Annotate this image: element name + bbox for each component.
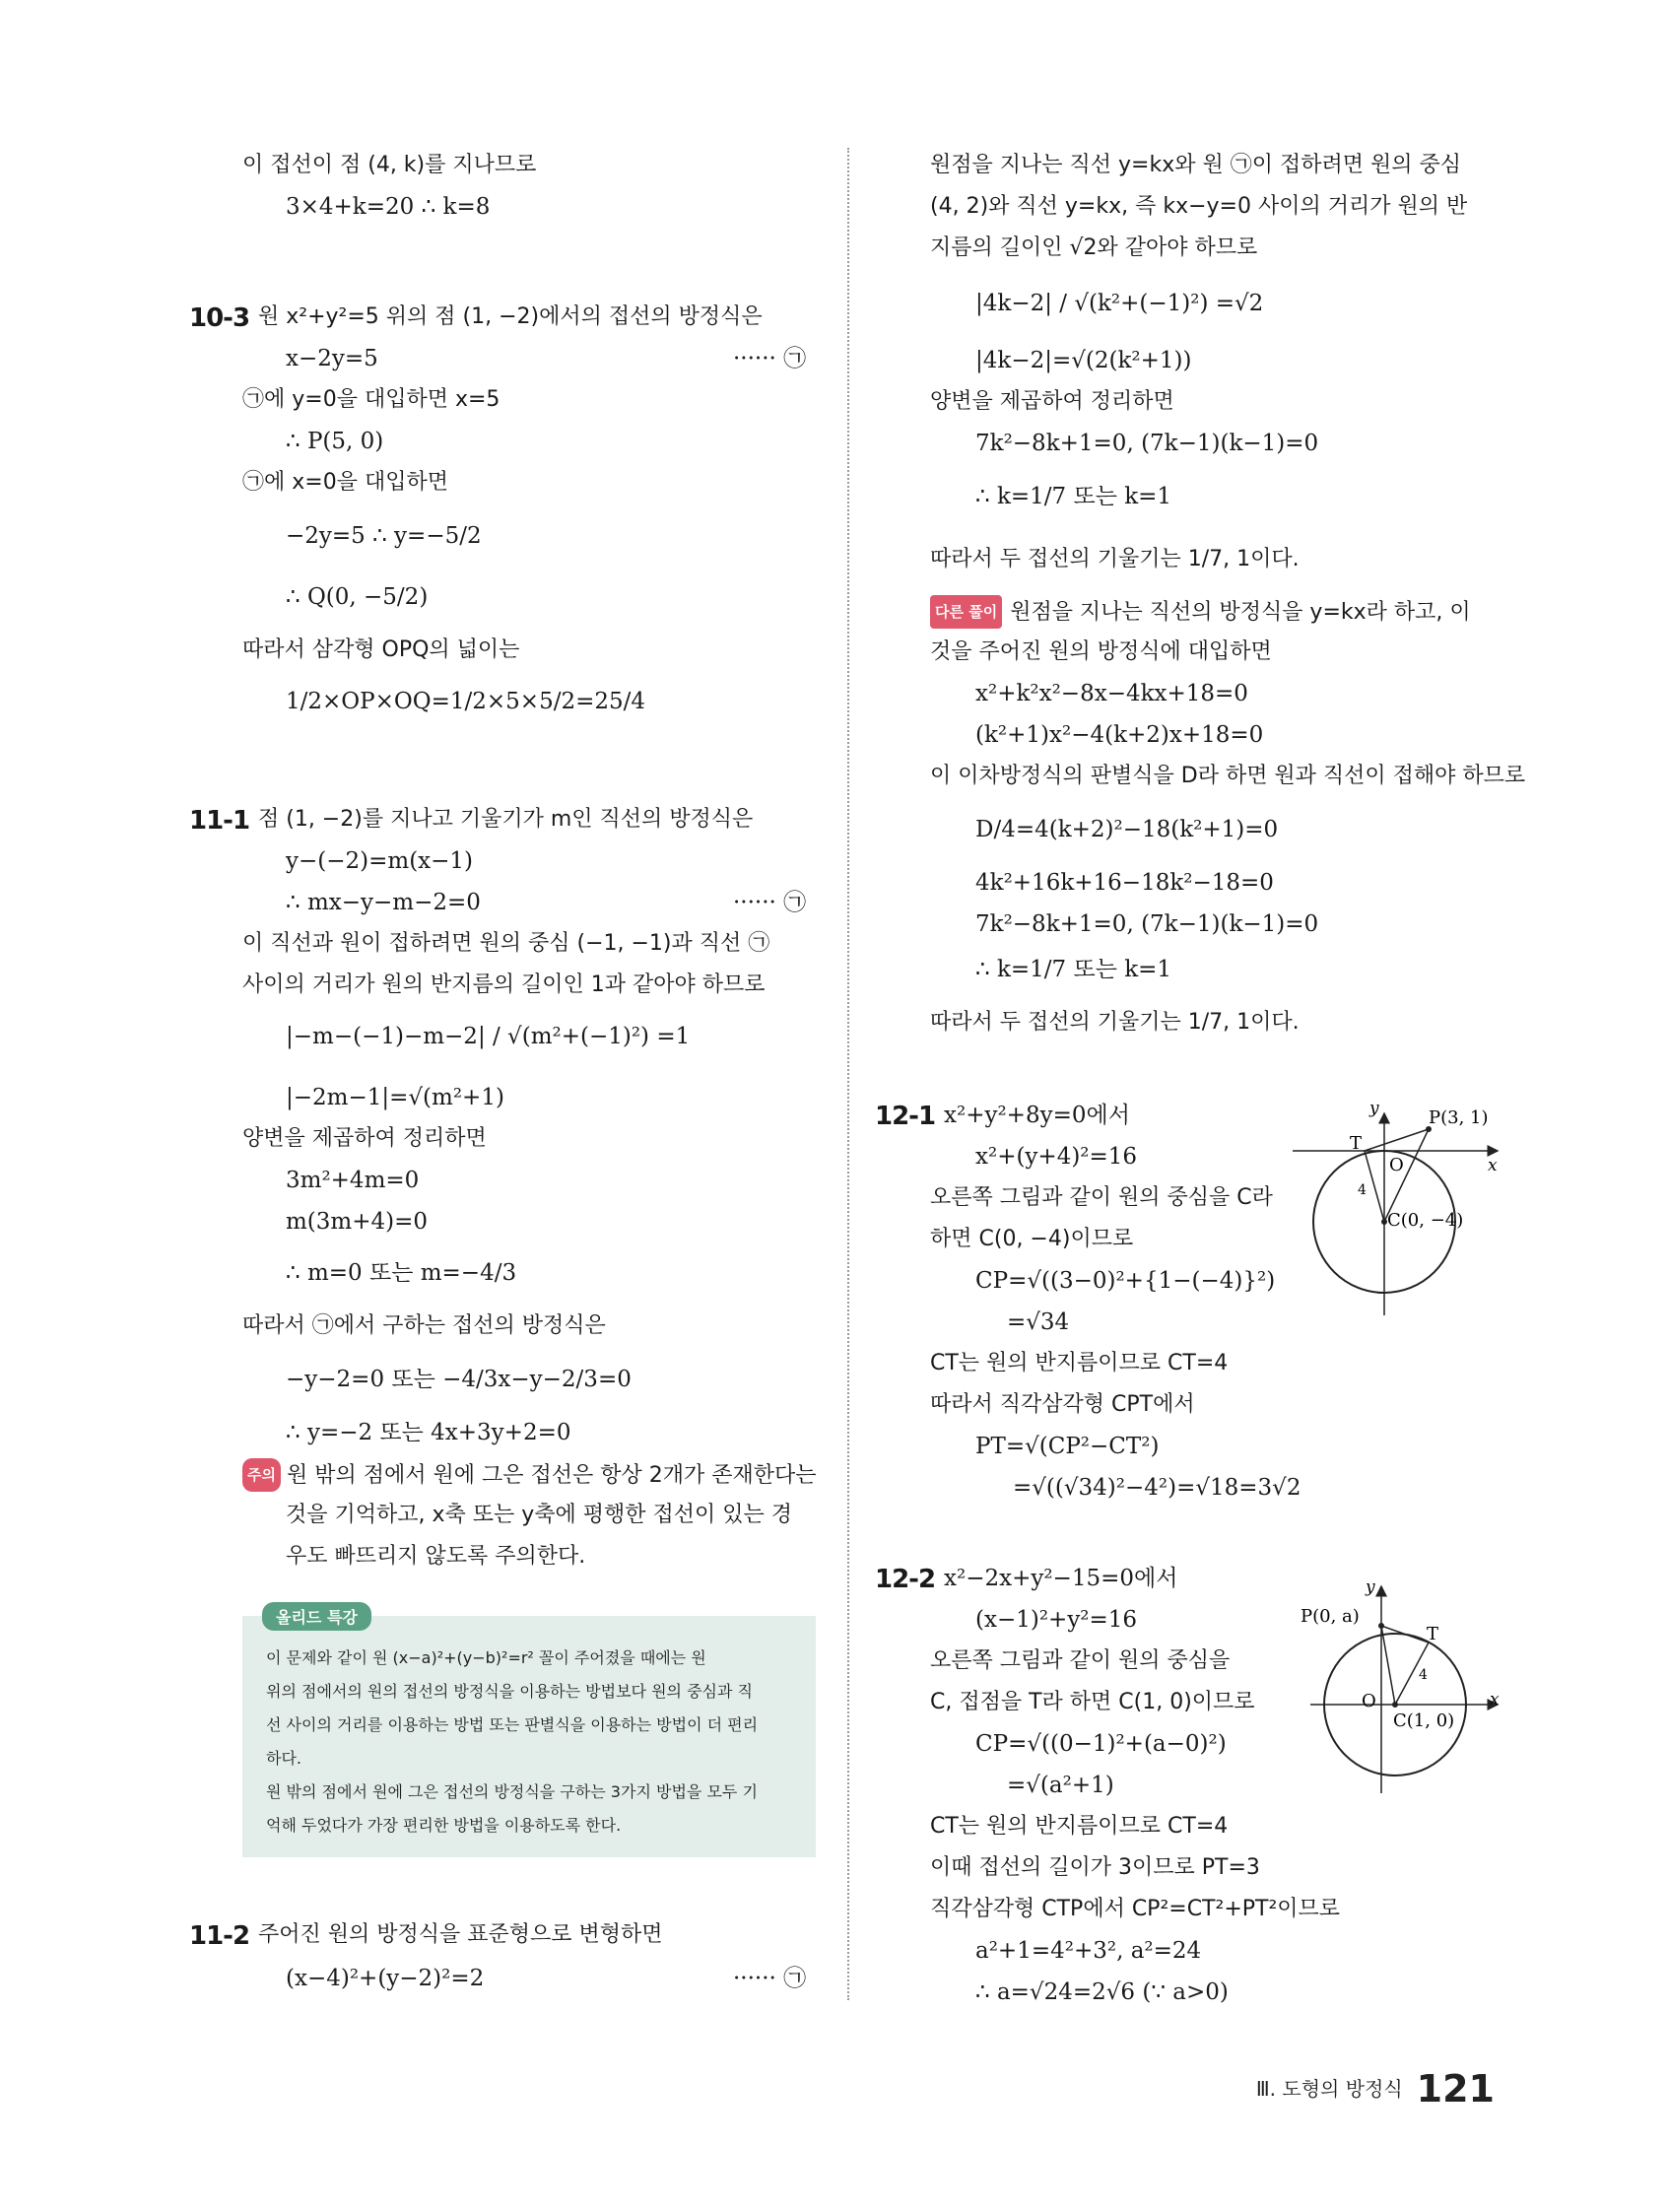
equation: −y−2=0 또는 −4/3x−y−2/3=0 — [286, 1367, 632, 1392]
page-footer — [1256, 2067, 1495, 2111]
tip-line: 선 사이의 거리를 이용하는 방법 또는 판별식을 이용하는 방법이 더 편리 — [266, 1715, 759, 1734]
text-line: 양변을 제곱하여 정리하면 — [930, 389, 1174, 414]
point-p-label: P(3, 1) — [1429, 1107, 1489, 1128]
figure-12-1 — [1281, 1094, 1507, 1330]
x-label: x — [1490, 1690, 1500, 1709]
point-p — [1378, 1623, 1384, 1629]
equation: 1/2×OP×OQ=1/2×5×5/2=25/4 — [286, 689, 646, 714]
section-title: Ⅲ. 도형의 방정식 — [1255, 2077, 1403, 2101]
equation: (x−1)²+y²=16 — [975, 1607, 1138, 1633]
equation-mark: ······ ㉠ — [733, 890, 807, 915]
text-line: 주어진 원의 방정식을 표준형으로 변형하면 — [258, 1922, 663, 1947]
equation: =√(a²+1) — [1007, 1773, 1114, 1798]
problem-number: 12-1 — [875, 1102, 936, 1131]
equation: 3m²+4m=0 — [286, 1168, 420, 1193]
text-line: 이 이차방정식의 판별식을 D라 하면 원과 직선이 접해야 하므로 — [930, 764, 1526, 788]
text-line: ㉠에 y=0을 대입하면 x=5 — [242, 387, 500, 412]
equation: 7k²−8k+1=0, (7k−1)(k−1)=0 — [975, 431, 1319, 456]
text-line: 따라서 두 접선의 기울기는 1/7, 1이다. — [930, 1010, 1300, 1035]
page-number: 121 — [1416, 2067, 1495, 2111]
x-label: x — [1488, 1156, 1498, 1175]
text-line: 이 접선이 점 (4, k)를 지나므로 — [242, 153, 537, 177]
text-line: 하면 C(0, −4)이므로 — [930, 1227, 1134, 1251]
problem-number: 12-2 — [875, 1565, 936, 1594]
text-line: 원점을 지나는 직선 y=kx와 원 ㉠이 접하려면 원의 중심 — [930, 153, 1461, 177]
equation: PT=√(CP²−CT²) — [975, 1434, 1160, 1459]
text-line: 우도 빠뜨리지 않도록 주의한다. — [286, 1544, 586, 1569]
caution-note — [242, 1458, 816, 1492]
equation: x²+y²+8y=0에서 — [944, 1103, 1130, 1128]
equation-mark: ······ ㉠ — [733, 1966, 807, 1991]
text-line: CT는 원의 반지름이므로 CT=4 — [930, 1351, 1229, 1375]
alt-solution — [930, 595, 1471, 629]
problem-number: 11-1 — [189, 806, 250, 836]
figure-12-2 — [1301, 1576, 1507, 1803]
tip-line: 억해 두었다가 가장 편리한 방법을 이용하도록 한다. — [266, 1816, 622, 1835]
equation: ∴ mx−y−m−2=0 — [286, 890, 481, 915]
text-line: 지름의 길이인 √2와 같아야 하므로 — [930, 235, 1258, 260]
text-line: 따라서 직각삼각형 CPT에서 — [930, 1392, 1195, 1417]
equation: 3×4+k=20 ∴ k=8 — [286, 194, 491, 220]
column-divider — [847, 148, 849, 2000]
text-line: 이때 접선의 길이가 3이므로 PT=3 — [930, 1855, 1260, 1880]
equation: −2y=5 ∴ y=−5/2 — [286, 523, 482, 549]
text-line: 오른쪽 그림과 같이 원의 중심을 — [930, 1648, 1231, 1673]
point-p-label: P(0, a) — [1301, 1606, 1360, 1627]
text-line: 따라서 ㉠에서 구하는 접선의 방정식은 — [242, 1313, 606, 1338]
equation: ∴ P(5, 0) — [286, 429, 384, 454]
equation: 7k²−8k+1=0, (7k−1)(k−1)=0 — [975, 911, 1319, 937]
equation: |−2m−1|=√(m²+1) — [286, 1085, 504, 1110]
text-line: 원 x²+y²=5 위의 점 (1, −2)에서의 접선의 방정식은 — [258, 304, 763, 329]
text-line: 원 밖의 점에서 원에 그은 접선은 항상 2개가 존재한다는 — [286, 1463, 817, 1488]
equation: |4k−2|=√(2(k²+1)) — [975, 348, 1192, 373]
origin-label: O — [1389, 1155, 1404, 1175]
segment-cp — [1384, 1129, 1429, 1222]
text-line: 사이의 거리가 원의 반지름의 길이인 1과 같아야 하므로 — [242, 972, 766, 997]
origin-label: O — [1362, 1691, 1376, 1711]
text-line: 양변을 제곱하여 정리하면 — [242, 1126, 487, 1151]
radius-label: 4 — [1358, 1182, 1367, 1198]
point-t-label: T — [1350, 1133, 1363, 1154]
equation: =√34 — [1007, 1309, 1070, 1335]
text-line: (4, 2)와 직선 y=kx, 즉 kx−y=0 사이의 거리가 원의 반 — [930, 194, 1468, 219]
equation-mark: ······ ㉠ — [733, 346, 807, 371]
text-line: 것을 기억하고, x축 또는 y축에 평행한 접선이 있는 경 — [286, 1503, 793, 1527]
radius-label: 4 — [1419, 1667, 1428, 1683]
center-label: C(0, −4) — [1387, 1210, 1464, 1231]
equation: x−2y=5 — [286, 346, 378, 371]
equation: (k²+1)x²−4(k+2)x+18=0 — [975, 722, 1264, 748]
center-label: C(1, 0) — [1393, 1710, 1455, 1731]
text-line: 이 직선과 원이 접하려면 원의 중심 (−1, −1)과 직선 ㉠ — [242, 931, 770, 956]
equation: 4k²+16k+16−18k²−18=0 — [975, 870, 1274, 896]
alt-badge: 다른 풀이 — [930, 595, 1002, 629]
caution-badge: 주의 — [242, 1458, 281, 1492]
equation: |4k−2| / √(k²+(−1)²) =√2 — [975, 291, 1264, 316]
equation: x²+k²x²−8x−4kx+18=0 — [975, 681, 1248, 706]
equation: ∴ m=0 또는 m=−4/3 — [286, 1260, 517, 1286]
equation: |−m−(−1)−m−2| / √(m²+(−1)²) =1 — [286, 1024, 691, 1049]
text-line: C, 접점을 T라 하면 C(1, 0)이므로 — [930, 1690, 1255, 1714]
equation: a²+1=4²+3², a²=24 — [975, 1938, 1202, 1964]
equation: ∴ a=√24=2√6 (∵ a>0) — [975, 1979, 1229, 2005]
equation: ∴ y=−2 또는 4x+3y+2=0 — [286, 1420, 571, 1445]
equation: (x−4)²+(y−2)²=2 — [286, 1966, 485, 1991]
text-line: CT는 원의 반지름이므로 CT=4 — [930, 1814, 1229, 1839]
equation: ∴ Q(0, −5/2) — [286, 584, 429, 610]
text-line: 것을 주어진 원의 방정식에 대입하면 — [930, 639, 1272, 664]
equation: ∴ k=1/7 또는 k=1 — [975, 484, 1172, 509]
equation: =√((√34)²−4²)=√18=3√2 — [1013, 1475, 1301, 1501]
tip-line: 이 문제와 같이 원 (x−a)²+(y−b)²=r² 꼴이 주어졌을 때에는 원 — [266, 1648, 706, 1667]
text-line: 오른쪽 그림과 같이 원의 중심을 C라 — [930, 1185, 1273, 1210]
text-line: 원점을 지나는 직선의 방정식을 y=kx라 하고, 이 — [1010, 600, 1471, 625]
equation: y−(−2)=m(x−1) — [286, 848, 474, 874]
problem-number: 10-3 — [189, 303, 250, 333]
text-line: 따라서 두 접선의 기울기는 1/7, 1이다. — [930, 547, 1300, 571]
equation: ∴ k=1/7 또는 k=1 — [975, 957, 1172, 982]
tip-line: 위의 점에서의 원의 접선의 방정식을 이용하는 방법보다 원의 중심과 직 — [266, 1682, 753, 1701]
center-point — [1392, 1702, 1398, 1708]
tip-title: 올리드 특강 — [262, 1602, 371, 1631]
y-label: y — [1366, 1577, 1375, 1597]
segment-cp — [1381, 1626, 1395, 1705]
tip-text — [266, 1642, 798, 1843]
tip-line: 하다. — [266, 1749, 301, 1768]
tip-line: 원 밖의 점에서 원에 그은 접선의 방정식을 구하는 3가지 방법을 모두 기 — [266, 1782, 758, 1801]
equation: CP=√((3−0)²+{1−(−4)}²) — [975, 1268, 1276, 1294]
tip-box — [242, 1608, 816, 1857]
text-line: ㉠에 x=0을 대입하면 — [242, 470, 448, 495]
segment-ct — [1365, 1151, 1384, 1222]
text-line: 점 (1, −2)를 지나고 기울기가 m인 직선의 방정식은 — [258, 807, 754, 832]
problem-number: 11-2 — [189, 1921, 250, 1951]
text-line: 따라서 삼각형 OPQ의 넓이는 — [242, 637, 520, 662]
equation: x²−2x+y²−15=0에서 — [944, 1566, 1178, 1591]
equation: x²+(y+4)²=16 — [975, 1144, 1138, 1170]
equation: CP=√((0−1)²+(a−0)²) — [975, 1731, 1227, 1757]
text-line: 직각삼각형 CTP에서 CP²=CT²+PT²이므로 — [930, 1897, 1341, 1921]
y-label: y — [1369, 1099, 1379, 1118]
equation: m(3m+4)=0 — [286, 1209, 429, 1235]
equation: D/4=4(k+2)²−18(k²+1)=0 — [975, 817, 1279, 842]
point-t-label: T — [1427, 1624, 1439, 1644]
